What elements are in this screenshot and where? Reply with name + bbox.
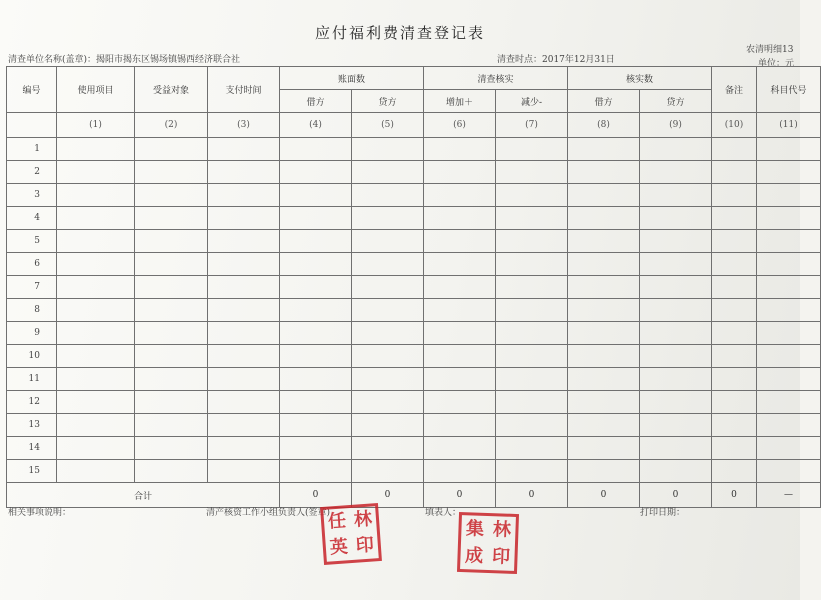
table-cell	[208, 253, 280, 276]
seal-glyph: 成	[464, 544, 484, 567]
col-header-account-code: 科目代号	[757, 67, 821, 113]
col-header-check-decrease: 减少-	[496, 90, 568, 113]
column-index-cell: (6)	[424, 113, 496, 138]
table-cell	[135, 253, 208, 276]
seal-glyph: 英	[329, 536, 349, 559]
col-header-remark: 备注	[712, 67, 757, 113]
row-number: 13	[7, 414, 57, 437]
table-cell	[568, 322, 640, 345]
table-cell	[352, 276, 424, 299]
table-cell	[496, 460, 568, 483]
table-cell	[640, 276, 712, 299]
table-row	[7, 138, 821, 161]
table-cell	[640, 322, 712, 345]
col-group-check: 清查核实	[424, 67, 568, 90]
col-header-book-credit: 贷方	[352, 90, 424, 113]
table-cell	[208, 460, 280, 483]
column-index-cell: (3)	[208, 113, 280, 138]
table-cell	[57, 138, 135, 161]
table-cell	[280, 391, 352, 414]
table-cell	[757, 437, 821, 460]
table-cell	[424, 253, 496, 276]
table-cell	[640, 345, 712, 368]
table-cell	[712, 299, 757, 322]
table-cell	[352, 299, 424, 322]
row-number: 14	[7, 437, 57, 460]
table-cell	[280, 345, 352, 368]
table-cell	[424, 368, 496, 391]
row-number: 2	[7, 161, 57, 184]
table-cell	[568, 161, 640, 184]
col-header-no: 编号	[7, 67, 57, 113]
table-cell	[352, 368, 424, 391]
table-cell	[352, 184, 424, 207]
table-cell	[135, 391, 208, 414]
table-cell	[57, 437, 135, 460]
table-cell	[352, 414, 424, 437]
table-cell	[280, 161, 352, 184]
table-cell	[57, 276, 135, 299]
table-cell	[757, 161, 821, 184]
table-cell	[757, 368, 821, 391]
row-number: 5	[7, 230, 57, 253]
table-cell	[352, 391, 424, 414]
total-value: 0	[280, 483, 352, 508]
column-index-cell: (1)	[57, 113, 135, 138]
table-cell	[496, 276, 568, 299]
table-row	[7, 299, 821, 322]
table-cell	[135, 299, 208, 322]
table-cell	[135, 161, 208, 184]
col-header-pay-time: 支付时间	[208, 67, 280, 113]
table-cell	[712, 414, 757, 437]
table-row	[7, 437, 821, 460]
table-cell	[568, 299, 640, 322]
table-row	[7, 414, 821, 437]
table-cell	[757, 299, 821, 322]
row-number: 7	[7, 276, 57, 299]
col-header-book-debit: 借方	[280, 90, 352, 113]
table-cell	[424, 391, 496, 414]
seal-glyph: 林	[353, 508, 373, 531]
table-cell	[640, 414, 712, 437]
row-number: 10	[7, 345, 57, 368]
table-cell	[57, 207, 135, 230]
table-row	[7, 230, 821, 253]
row-number: 9	[7, 322, 57, 345]
table-cell	[208, 207, 280, 230]
total-row	[7, 483, 821, 508]
table-cell	[352, 138, 424, 161]
col-header-verified-credit: 贷方	[640, 90, 712, 113]
table-cell	[496, 345, 568, 368]
col-header-beneficiary: 受益对象	[135, 67, 208, 113]
table-cell	[135, 345, 208, 368]
table-cell	[568, 345, 640, 368]
table-cell	[568, 230, 640, 253]
table-cell	[208, 161, 280, 184]
column-index-cell: (8)	[568, 113, 640, 138]
table-cell	[712, 184, 757, 207]
table-cell	[568, 207, 640, 230]
table-cell	[568, 414, 640, 437]
table-cell	[57, 184, 135, 207]
table-cell	[57, 322, 135, 345]
col-header-item: 使用项目	[57, 67, 135, 113]
table-cell	[496, 138, 568, 161]
table-cell	[208, 184, 280, 207]
table-cell	[568, 138, 640, 161]
print-date-label: 打印日期：	[640, 508, 686, 518]
total-value: 0	[640, 483, 712, 508]
column-index-cell: (9)	[640, 113, 712, 138]
table-cell	[640, 299, 712, 322]
table-cell	[57, 253, 135, 276]
table-cell	[757, 460, 821, 483]
row-number: 4	[7, 207, 57, 230]
table-cell	[424, 414, 496, 437]
filler-label: 填表人：	[425, 508, 462, 518]
table-cell	[280, 437, 352, 460]
table-row	[7, 161, 821, 184]
table-cell	[640, 391, 712, 414]
total-value: 0	[352, 483, 424, 508]
col-header-verified-debit: 借方	[568, 90, 640, 113]
notes-label: 相关事项说明：	[8, 508, 72, 518]
table-cell	[640, 460, 712, 483]
table-cell	[280, 184, 352, 207]
table-cell	[424, 184, 496, 207]
table-cell	[496, 161, 568, 184]
column-index-cell: (11)	[757, 113, 821, 138]
table-cell	[496, 207, 568, 230]
row-number: 3	[7, 184, 57, 207]
table-cell	[424, 161, 496, 184]
table-cell	[640, 253, 712, 276]
table-cell	[135, 184, 208, 207]
table-cell	[280, 230, 352, 253]
table-cell	[352, 253, 424, 276]
table-cell	[352, 437, 424, 460]
table-cell	[712, 207, 757, 230]
total-value: 0	[496, 483, 568, 508]
table-cell	[568, 460, 640, 483]
table-row	[7, 207, 821, 230]
table-cell	[568, 276, 640, 299]
row-number: 11	[7, 368, 57, 391]
table-cell	[280, 299, 352, 322]
table-cell	[568, 184, 640, 207]
table-cell	[757, 207, 821, 230]
table-cell	[496, 253, 568, 276]
total-value: —	[757, 483, 821, 508]
table-cell	[712, 391, 757, 414]
table-cell	[424, 299, 496, 322]
table-cell	[496, 368, 568, 391]
table-cell	[280, 253, 352, 276]
table-cell	[757, 138, 821, 161]
table-cell	[712, 368, 757, 391]
table-cell	[424, 460, 496, 483]
table-cell	[496, 391, 568, 414]
table-cell	[352, 345, 424, 368]
column-index-cell: (5)	[352, 113, 424, 138]
table-cell	[280, 414, 352, 437]
table-cell	[208, 138, 280, 161]
table-cell	[640, 184, 712, 207]
table-cell	[208, 276, 280, 299]
table-cell	[57, 368, 135, 391]
table-cell	[640, 207, 712, 230]
table-cell	[640, 161, 712, 184]
table-row	[7, 345, 821, 368]
unit-name-label: 清查单位名称(盖章)：揭阳市揭东区锡场镇锡西经济联合社	[8, 55, 241, 65]
table-cell	[568, 391, 640, 414]
seal-glyph: 任	[327, 510, 347, 533]
table-cell	[757, 253, 821, 276]
table-cell	[568, 437, 640, 460]
column-index-cell: (7)	[496, 113, 568, 138]
table-cell	[208, 299, 280, 322]
table-cell	[568, 253, 640, 276]
row-number: 15	[7, 460, 57, 483]
table-cell	[757, 322, 821, 345]
table-cell	[57, 161, 135, 184]
table-cell	[496, 299, 568, 322]
table-cell	[640, 230, 712, 253]
currency-unit-label: 单位：元	[758, 59, 795, 69]
table-row	[7, 460, 821, 483]
col-group-book: 账面数	[280, 67, 424, 90]
table-cell	[57, 299, 135, 322]
table-row	[7, 368, 821, 391]
table-cell	[135, 437, 208, 460]
table-cell	[135, 138, 208, 161]
table-cell	[640, 368, 712, 391]
total-label: 合计	[7, 483, 280, 508]
table-cell	[757, 414, 821, 437]
table-cell	[757, 276, 821, 299]
snapshot-date-label: 清查时点：2017年12月31日	[497, 55, 615, 65]
table-cell	[424, 138, 496, 161]
table-cell	[135, 322, 208, 345]
row-number: 6	[7, 253, 57, 276]
table-cell	[424, 276, 496, 299]
table-cell	[712, 138, 757, 161]
welfare-payable-table	[6, 66, 821, 508]
col-header-check-increase: 增加＋	[424, 90, 496, 113]
table-cell	[208, 368, 280, 391]
header-row-primary	[7, 67, 821, 90]
table-row	[7, 276, 821, 299]
column-index-cell: (2)	[135, 113, 208, 138]
team-leader-signature-label: 清产核资工作小组负责人(签章)	[206, 508, 331, 518]
table-cell	[757, 230, 821, 253]
table-cell	[352, 230, 424, 253]
table-cell	[712, 276, 757, 299]
column-index-cell	[7, 113, 57, 138]
table-cell	[135, 368, 208, 391]
table-cell	[280, 138, 352, 161]
table-cell	[208, 437, 280, 460]
col-group-verified: 核实数	[568, 67, 712, 90]
table-cell	[712, 345, 757, 368]
table-cell	[57, 391, 135, 414]
table-cell	[280, 368, 352, 391]
table-cell	[568, 368, 640, 391]
table-cell	[280, 322, 352, 345]
table-row	[7, 184, 821, 207]
total-value: 0	[568, 483, 640, 508]
table-cell	[135, 460, 208, 483]
table-cell	[496, 230, 568, 253]
table-row	[7, 253, 821, 276]
table-cell	[712, 161, 757, 184]
leader-seal-stamp	[320, 503, 382, 565]
table-cell	[712, 437, 757, 460]
column-index-cell: (10)	[712, 113, 757, 138]
table-cell	[712, 460, 757, 483]
row-number: 12	[7, 391, 57, 414]
table-row	[7, 322, 821, 345]
table-cell	[496, 184, 568, 207]
column-index-row	[7, 113, 821, 138]
total-value: 0	[424, 483, 496, 508]
table-cell	[352, 161, 424, 184]
table-cell	[496, 437, 568, 460]
table-row	[7, 391, 821, 414]
table-cell	[424, 345, 496, 368]
column-index-cell: (4)	[280, 113, 352, 138]
table-cell	[135, 414, 208, 437]
table-body	[7, 138, 821, 483]
table-cell	[280, 460, 352, 483]
table-cell	[57, 230, 135, 253]
table-cell	[424, 437, 496, 460]
seal-glyph: 集	[465, 517, 485, 540]
table-cell	[135, 276, 208, 299]
table-cell	[496, 414, 568, 437]
table-cell	[352, 207, 424, 230]
table-cell	[352, 322, 424, 345]
filler-seal-stamp	[457, 512, 519, 574]
table-cell	[757, 391, 821, 414]
seal-glyph: 林	[492, 518, 512, 541]
table-cell	[208, 345, 280, 368]
seal-glyph: 印	[355, 534, 375, 557]
table-cell	[757, 345, 821, 368]
table-cell	[712, 322, 757, 345]
table-cell	[496, 322, 568, 345]
total-value: 0	[712, 483, 757, 508]
seal-glyph: 印	[491, 545, 511, 568]
table-cell	[57, 414, 135, 437]
table-cell	[208, 230, 280, 253]
table-cell	[424, 322, 496, 345]
table-cell	[135, 230, 208, 253]
table-cell	[424, 207, 496, 230]
table-cell	[640, 138, 712, 161]
table-cell	[352, 460, 424, 483]
table-cell	[712, 253, 757, 276]
form-title: 应付福利费清查登记表	[314, 24, 485, 42]
form-number-label: 农清明细13	[746, 45, 794, 55]
row-number: 1	[7, 138, 57, 161]
table-cell	[640, 437, 712, 460]
table-cell	[208, 414, 280, 437]
table-cell	[424, 230, 496, 253]
row-number: 8	[7, 299, 57, 322]
table-cell	[135, 207, 208, 230]
table-cell	[57, 460, 135, 483]
table-cell	[208, 391, 280, 414]
table-cell	[280, 207, 352, 230]
table-cell	[712, 230, 757, 253]
table-cell	[208, 322, 280, 345]
table-cell	[757, 184, 821, 207]
table-cell	[280, 276, 352, 299]
table-cell	[57, 345, 135, 368]
